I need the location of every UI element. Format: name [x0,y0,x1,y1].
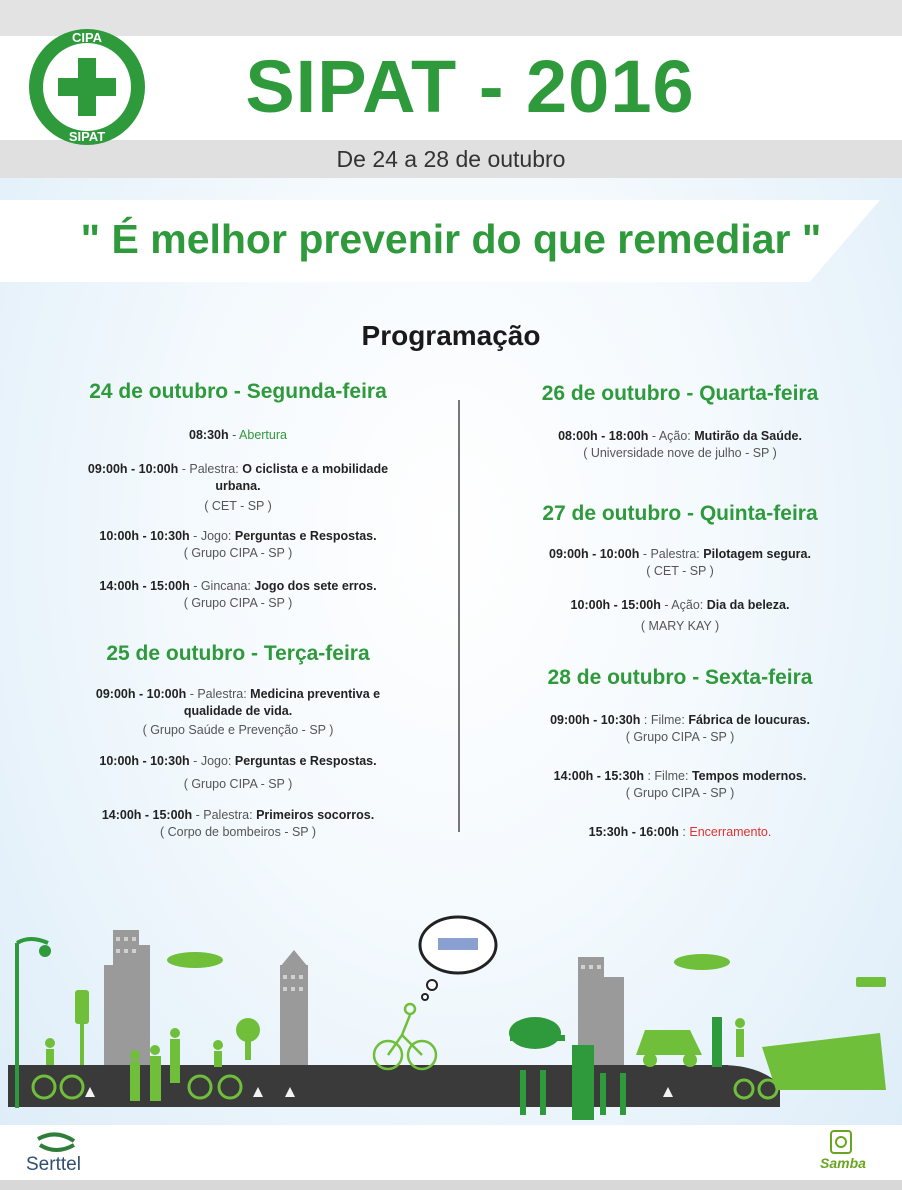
schedule-event: 10:00h - 10:30h - Jogo: Perguntas e Respostas. ( Grupo CIPA - SP ) [99,754,377,791]
schedule-event: 14:00h - 15:30h : Filme: Tempos modernos. ( Grupo CIPA - SP ) [553,769,807,800]
logo-top-text: CIPA [71,30,103,45]
day-heading: 28 de outubro - Sexta-feira [547,666,813,689]
schedule-event: 09:00h - 10:00h - Palestra: Pilotagem segura. ( CET - SP ) [549,547,811,578]
footer-bar [0,1180,902,1190]
city-illustration [0,905,902,1125]
serttel-logo-icon [34,1131,78,1153]
serttel-brand: Serttel [26,1154,81,1175]
schedule-event: 14:00h - 15:00h - Gincana: Jogo dos sete erros. ( Grupo CIPA - SP ) [99,579,377,610]
schedule-event: 09:00h - 10:30h : Filme: Fábrica de loucuras. ( Grupo CIPA - SP ) [550,713,810,744]
schedule-event: 14:00h - 15:00h - Palestra: Primeiros socorros. ( Corpo de bombeiros - SP ) [101,808,375,839]
date-range-subtitle: De 24 a 28 de outubro [336,146,566,172]
schedule-event: 10:00h - 15:00h - Ação: Dia da beleza. ( MARY KAY ) [570,598,790,633]
day-heading: 27 de outubro - Quinta-feira [542,502,818,525]
schedule-event: 08:30h - Abertura [189,428,287,442]
slogan: " É melhor prevenir do que remediar " [80,216,822,262]
samba-brand: Samba [820,1155,866,1171]
samba-logo-icon [830,1130,852,1154]
schedule-event: 10:00h - 10:30h - Jogo: Perguntas e Respostas. ( Grupo CIPA - SP ) [99,529,377,560]
day-heading: 25 de outubro - Terça-feira [106,642,370,665]
column-divider [458,400,460,832]
cipa-logo [26,14,148,160]
section-title: Programação [361,320,541,351]
schedule-event: 09:00h - 10:00h - Palestra: Medicina preventiva e qualidade de vida. ( Grupo Saúde e Prevenção - SP ) [95,687,381,737]
schedule-event: 15:30h - 16:00h : Encerramento. [588,825,772,839]
schedule-event: 09:00h - 10:00h - Palestra: O ciclista e a mobilidade urbana. ( CET - SP ) [87,462,389,513]
footer [0,1125,902,1180]
page-title: SIPAT - 2016 [245,45,695,128]
day-heading: 24 de outubro - Segunda-feira [89,380,387,403]
logo-bottom-text: SIPAT [68,129,106,144]
schedule-event: 08:00h - 18:00h - Ação: Mutirão da Saúde. ( Universidade nove de julho - SP ) [558,429,802,460]
day-heading: 26 de outubro - Quarta-feira [541,382,819,405]
